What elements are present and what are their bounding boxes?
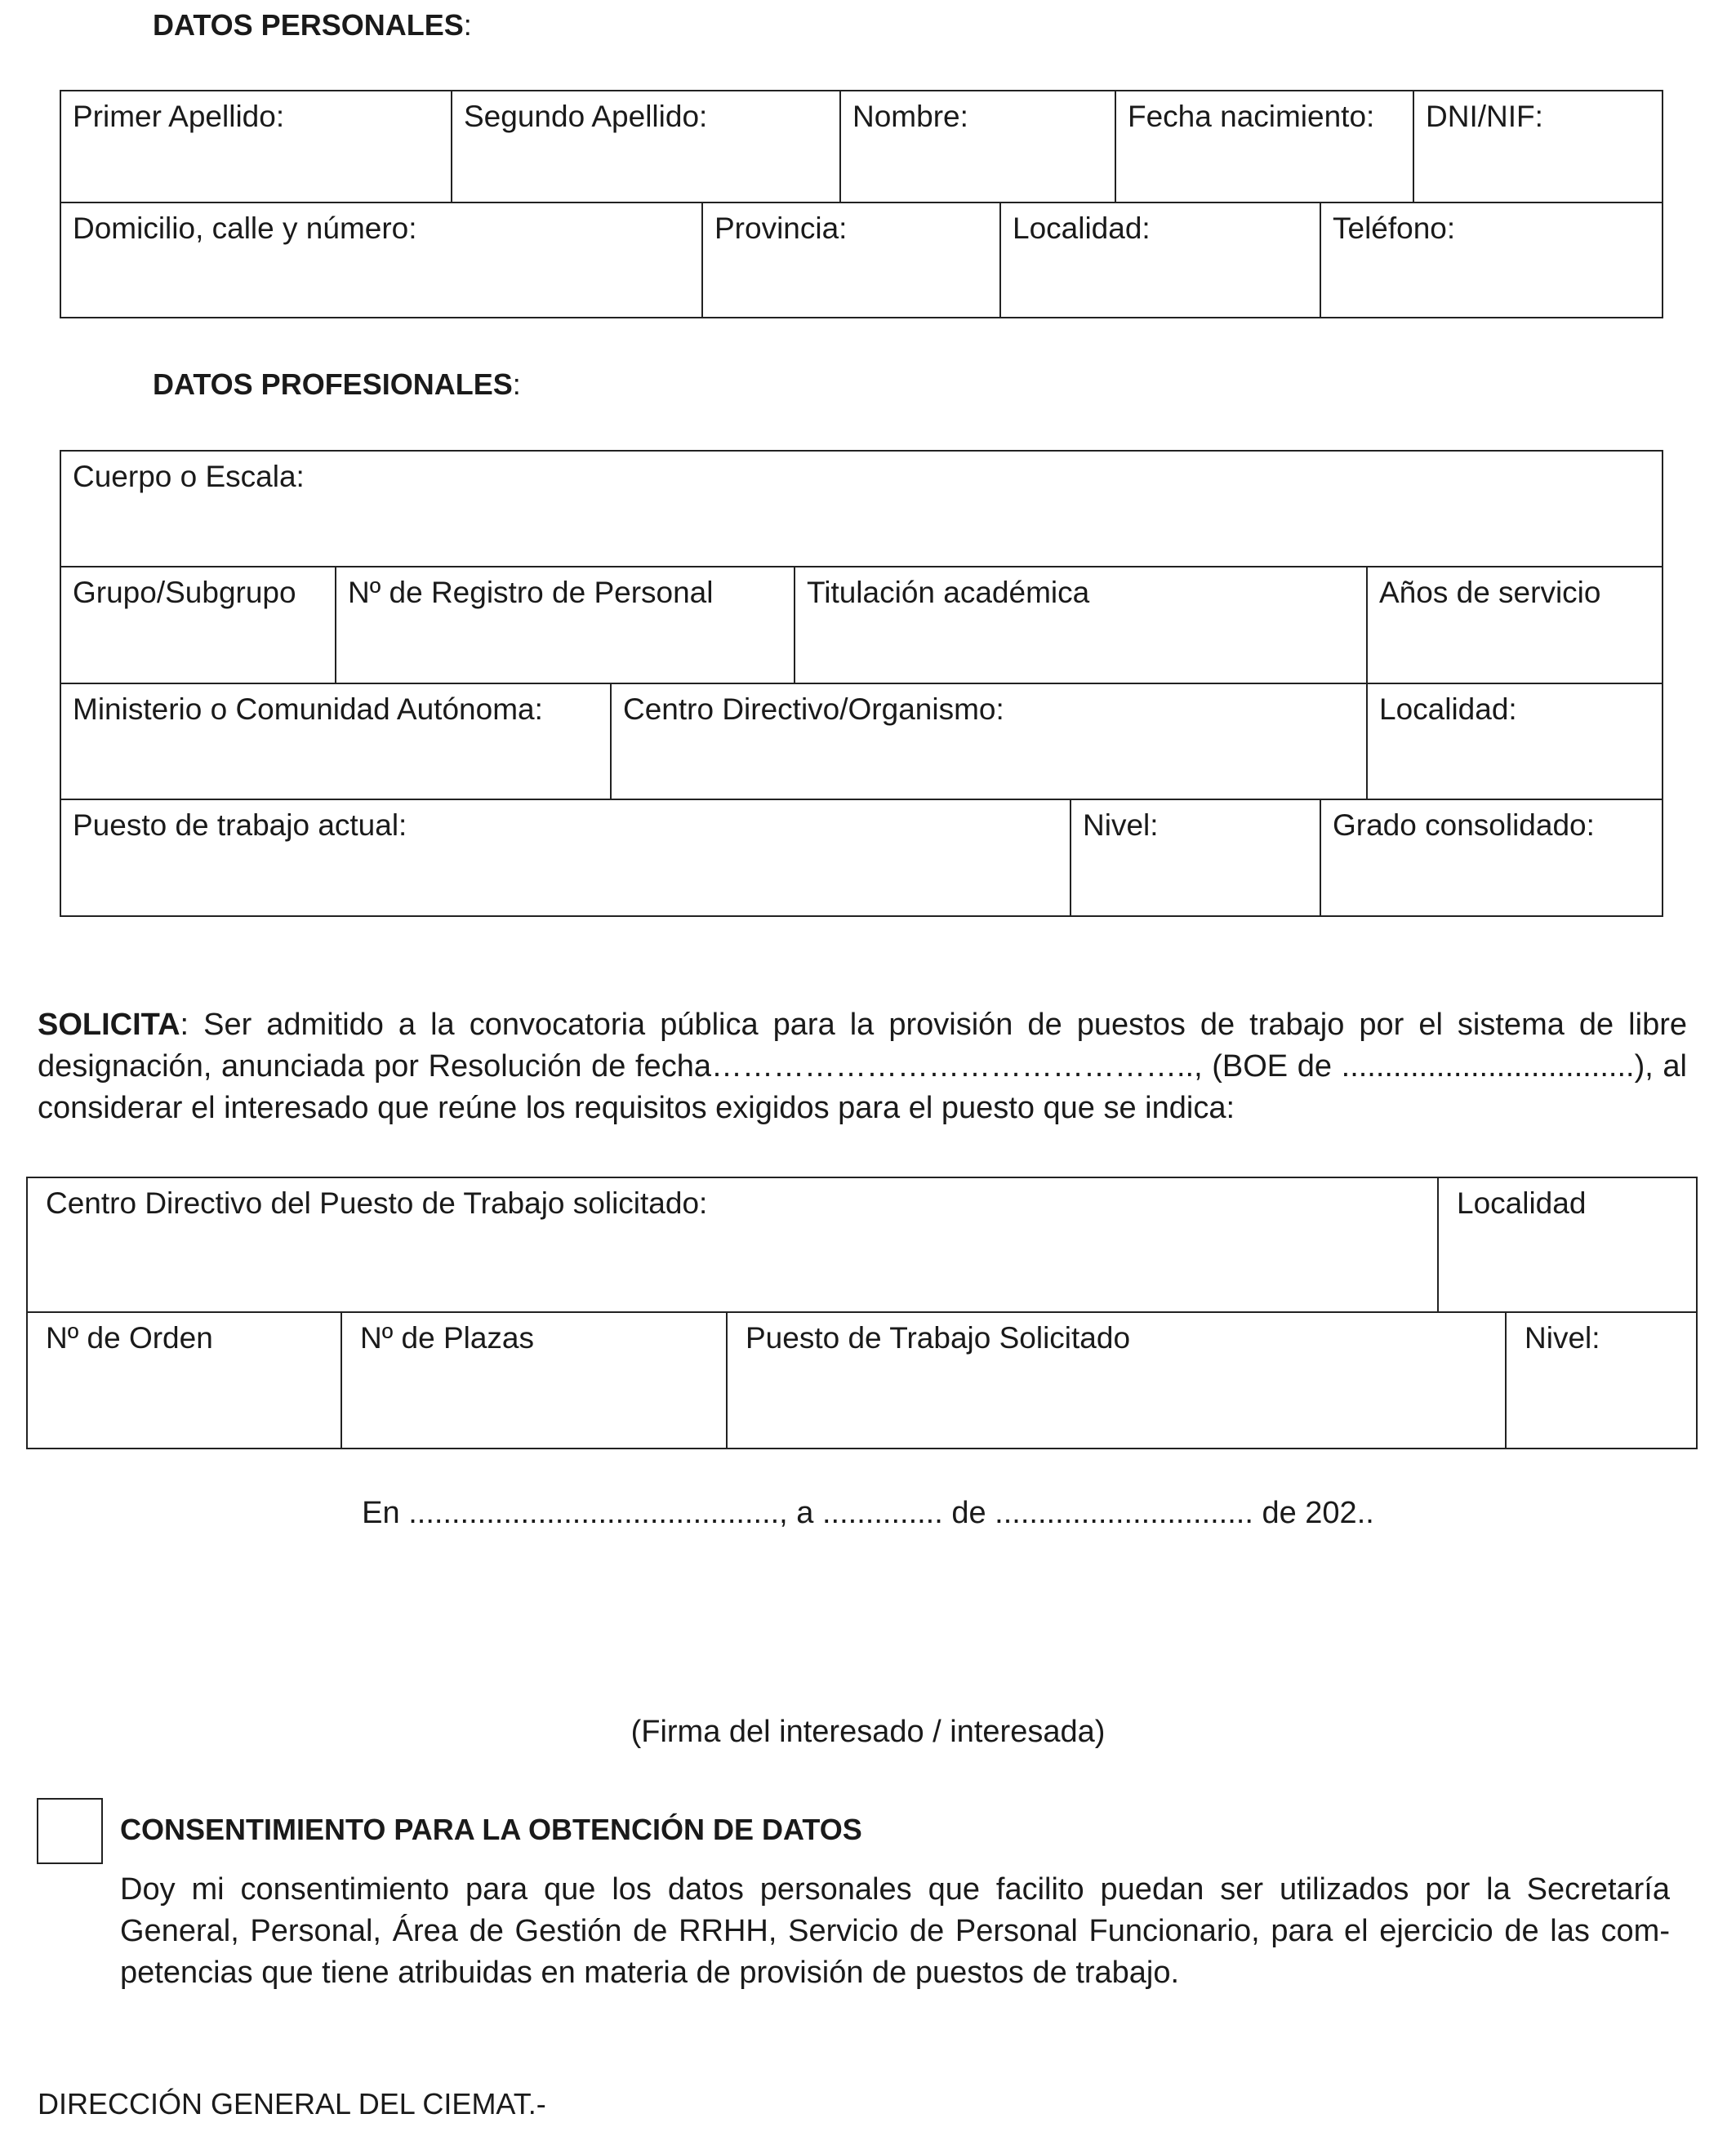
consent-line-2: [120, 1911, 1670, 1952]
field-centro-directivo[interactable]: [612, 684, 1368, 800]
label-nombre: Nombre:: [852, 100, 968, 133]
label-localidad-profesional: Localidad:: [1379, 692, 1517, 726]
label-grado: Grado consolidado:: [1333, 808, 1595, 842]
consent-paragraph: [120, 1869, 1670, 1994]
label-registro: Nº de Registro de Personal: [348, 576, 714, 609]
field-registro[interactable]: [336, 567, 795, 684]
field-puesto-solicitado[interactable]: [728, 1313, 1507, 1448]
field-dni[interactable]: [1414, 91, 1662, 203]
date-line-text: En ..........................................., a .............. de .............................. de 202..: [362, 1496, 1374, 1530]
signature-text: (Firma del interesado / interesada): [630, 1715, 1106, 1749]
field-nivel-solicitado[interactable]: [1507, 1313, 1696, 1448]
field-anos-servicio[interactable]: [1368, 567, 1662, 684]
consent-line-3: [120, 1952, 1670, 1994]
label-localidad-personal: Localidad:: [1013, 211, 1151, 245]
consent-title-text: CONSENTIMIENTO PARA LA OBTENCIÓN DE DATOS: [120, 1813, 862, 1846]
field-telefono[interactable]: [1321, 203, 1662, 317]
label-primer-apellido: Primer Apellido:: [73, 100, 285, 133]
field-primer-apellido[interactable]: [61, 91, 452, 203]
label-orden: Nº de Orden: [46, 1321, 213, 1355]
solicita-label: SOLICITA: [38, 1008, 180, 1042]
label-nivel-solicitado: Nivel:: [1525, 1321, 1600, 1355]
personal-table: [60, 90, 1663, 318]
field-ministerio[interactable]: [61, 684, 612, 800]
solicita-paragraph: [38, 1004, 1687, 1129]
field-nombre[interactable]: [841, 91, 1116, 203]
solicita-line-1: SOLICITA: Ser admitido a la convocatoria pública para la provisión de puestos de trabajo por el sistema de libre: [38, 1008, 1687, 1042]
professional-heading-text: DATOS PROFESIONALES: [153, 367, 513, 401]
personal-heading-text: DATOS PERSONALES: [153, 8, 464, 42]
field-domicilio[interactable]: [61, 203, 703, 317]
field-grado[interactable]: [1321, 800, 1662, 915]
label-anos-servicio: Años de servicio: [1379, 576, 1601, 609]
professional-table: [60, 450, 1663, 917]
label-centro-directivo: Centro Directivo/Organismo:: [623, 692, 1004, 726]
requested-table: [26, 1177, 1698, 1449]
label-fecha-nacimiento: Fecha nacimiento:: [1128, 100, 1375, 133]
professional-heading: DATOS PROFESIONALES:: [153, 367, 521, 401]
field-titulacion[interactable]: [795, 567, 1368, 684]
personal-heading: DATOS PERSONALES:: [153, 8, 472, 42]
label-dni: DNI/NIF:: [1426, 100, 1543, 133]
field-centro-solicitado[interactable]: [28, 1178, 1439, 1313]
field-segundo-apellido[interactable]: [452, 91, 841, 203]
solicita-line-3: [38, 1088, 1687, 1129]
label-plazas: Nº de Plazas: [360, 1321, 535, 1355]
footer-label: DIRECCIÓN GENERAL DEL CIEMAT.-: [38, 2087, 546, 2121]
field-provincia[interactable]: [703, 203, 1001, 317]
solicita-text-2: designación, anunciada por Resolución de fecha……………………………………….., (BOE de ..................................), al: [38, 1049, 1687, 1084]
label-grupo: Grupo/Subgrupo: [73, 576, 296, 609]
label-domicilio: Domicilio, calle y número:: [73, 211, 417, 245]
label-telefono: Teléfono:: [1333, 211, 1456, 245]
consent-line-1: [120, 1869, 1670, 1911]
label-segundo-apellido: Segundo Apellido:: [464, 100, 708, 133]
field-grupo[interactable]: [61, 567, 336, 684]
consent-checkbox[interactable]: [37, 1798, 103, 1864]
label-provincia: Provincia:: [714, 211, 848, 245]
field-nivel-actual[interactable]: [1071, 800, 1321, 915]
solicita-line-2: [38, 1046, 1687, 1088]
field-plazas[interactable]: [342, 1313, 728, 1448]
solicita-text-3: considerar el interesado que reúne los requisitos exigidos para el puesto que se indica:: [38, 1091, 1235, 1125]
label-puesto-actual: Puesto de trabajo actual:: [73, 808, 407, 842]
consent-text-3: petencias que tiene atribuidas en materia de provisión de puestos de trabajo.: [120, 1956, 1180, 1990]
consent-text-2: General, Personal, Área de Gestión de RRHH, Servicio de Personal Funcionario, para el ejercicio de las com-: [120, 1914, 1670, 1948]
consent-title: [120, 1813, 862, 1847]
label-puesto-solicitado: Puesto de Trabajo Solicitado: [746, 1321, 1131, 1355]
field-orden[interactable]: [28, 1313, 342, 1448]
label-localidad-solicitada: Localidad: [1457, 1186, 1587, 1220]
footer-text: [38, 2087, 546, 2121]
date-line: [0, 1496, 1736, 1531]
field-localidad-solicitada[interactable]: [1439, 1178, 1696, 1313]
field-puesto-actual[interactable]: [61, 800, 1071, 915]
field-fecha-nacimiento[interactable]: [1116, 91, 1414, 203]
consent-text-1: Doy mi consentimiento para que los datos personales que facilito puedan ser utilizados por la Secretaría: [120, 1872, 1670, 1907]
label-nivel-actual: Nivel:: [1083, 808, 1159, 842]
field-cuerpo[interactable]: [61, 452, 1662, 567]
field-localidad-personal[interactable]: [1001, 203, 1321, 317]
label-ministerio: Ministerio o Comunidad Autónoma:: [73, 692, 543, 726]
signature-line: [0, 1715, 1736, 1750]
solicita-text-1: Ser admitido a la convocatoria pública para la provisión de puestos de trabajo por el sistema de libre: [203, 1008, 1687, 1042]
label-cuerpo: Cuerpo o Escala:: [73, 460, 305, 493]
field-localidad-profesional[interactable]: [1368, 684, 1662, 800]
label-titulacion: Titulación académica: [807, 576, 1090, 609]
label-centro-solicitado: Centro Directivo del Puesto de Trabajo solicitado:: [46, 1186, 708, 1220]
